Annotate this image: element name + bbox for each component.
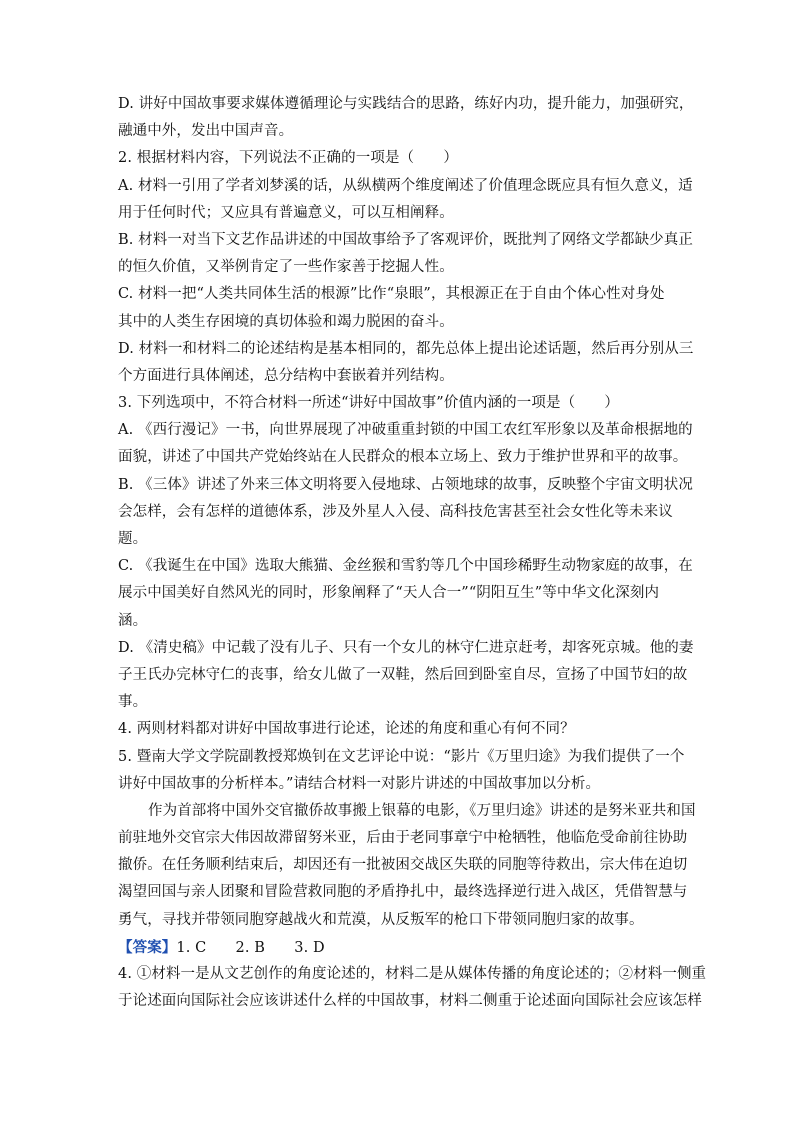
text-line: 讲好中国故事的分析样本。”请结合材料一对影片讲述的中国故事加以分析。 (118, 775, 601, 792)
document-body (118, 91, 707, 1015)
text-line: 的恒久价值，又举例肯定了一些作家善于挖掘人性。 (118, 259, 454, 276)
option-c-line: C. 材料一把“人类共同体生活的根源”比作“泉眼”，其根源正在于自由个体心性对身处 (118, 286, 665, 303)
option-b-line: B. 《三体》讲述了外来三体文明将要入侵地球、占领地球的故事，反映整个宇宙文明状况 (118, 476, 693, 493)
passage-line: 勇气，寻找并带领同胞穿越战火和荒漠，从反叛军的枪口下带领同胞归家的故事。 (118, 911, 644, 928)
text-line: 题。 (118, 531, 148, 547)
text-line: 子王氏办完林守仁的丧事，给女儿做了一双鞋，然后回到卧室自尽，宣扬了中国节妇的故 (118, 666, 688, 683)
text-line: D. 讲好中国故事要求媒体遵循理论与实践结合的思路，练好内功，提升能力，加强研究， (118, 96, 694, 112)
question-2: 2. 根据材料内容，下列说法不正确的一项是（ ） (118, 150, 458, 167)
option-d-line: D. 《清史稿》中记载了没有儿子、只有一个女儿的林守仁进京赶考，却客死京城。他的妻 (118, 639, 694, 656)
option-a-line: A. 材料一引用了学者刘梦溪的话，从纵横两个维度阐述了价值理念既应具有恒久意义，适 (118, 177, 693, 194)
passage-line: 作为首部将中国外交官撤侨故事搬上银幕的电影，《万里归途》讲述的是努米亚共和国 (148, 802, 696, 819)
text-line: 会怎样，会有怎样的道德体系，涉及外星人入侵、高科技危害甚至社会女性化等未来议 (118, 503, 673, 520)
text-line: 用于任何时代；又应具有普遍意义，可以互相阐释。 (118, 204, 454, 221)
answer-tag: 【答案】 (118, 938, 177, 956)
text-line: 个方面进行具体阐述，总分结构中套嵌着并列结构。 (118, 367, 454, 384)
text-line: 事。 (118, 694, 148, 711)
answer-line (118, 934, 678, 961)
passage-line: 渴望回国与亲人团聚和冒险营救同胞的矛盾挣扎中，最终选择逆行进入战区，凭借智慧与 (118, 884, 688, 901)
option-a-line: A. 《西行漫记》一书，向世界展现了冲破重重封锁的中国工农红军形象以及革命根据地的 (118, 422, 693, 439)
question-5: 5. 暨南大学文学院副教授郑焕钊在文艺评论中说：“影片《万里归途》为我们提供了一个 (118, 748, 685, 765)
option-c-line: C. 《我诞生在中国》选取大熊猫、金丝猴和雪豹等几个中国珍稀野生动物家庭的故事，在 (118, 558, 693, 575)
passage-line: 撤侨。在任务顺利结束后，却因还有一批被困交战区失联的同胞等待救出，宗大伟在迫切 (118, 857, 688, 874)
option-d-line: D. 材料一和材料二的论述结构是基本相同的，都先总体上提出论述话题，然后再分别从三 (118, 340, 694, 357)
text-line: 展示中国美好自然风光的同时，形象阐释了“天人合一”“阴阳互生”等中华文化深刻内 (118, 585, 660, 602)
text-line: 其中的人类生存困境的真切体验和竭力脱困的奋斗。 (118, 313, 454, 330)
question-4: 4. 两则材料都对讲好中国故事进行论述，论述的角度和重心有何不同？ (118, 721, 575, 738)
answer-explanation-line: 4. ①材料一是从文艺创作的角度论述的，材料二是从媒体传播的角度论述的；②材料一侧重 (118, 966, 707, 982)
text-line: 融通中外，发出中国声音。 (118, 123, 294, 140)
answer-explanation-line: 于论述面向国际社会应该讲述什么样的中国故事，材料二侧重于论述面向国际社会应该怎样 (118, 993, 702, 1010)
text-line: 涵。 (118, 612, 148, 629)
text-line: 面貌，讲述了中国共产党始终站在人民群众的根本立场上、致力于维护世界和平的故事。 (118, 449, 688, 466)
question-3: 3. 下列选项中，不符合材料一所述“讲好中国故事”价值内涵的一项是（ ） (118, 395, 619, 412)
answer-text: 1. C 2. B 3. D (176, 939, 325, 956)
passage-line: 前驻地外交官宗大伟因故滞留努米亚，后由于老同事章宁中枪牺牲，他临危受命前往协助 (118, 830, 688, 847)
option-b-line: B. 材料一对当下文艺作品讲述的中国故事给予了客观评价，既批判了网络文学都缺少真正 (118, 231, 693, 248)
